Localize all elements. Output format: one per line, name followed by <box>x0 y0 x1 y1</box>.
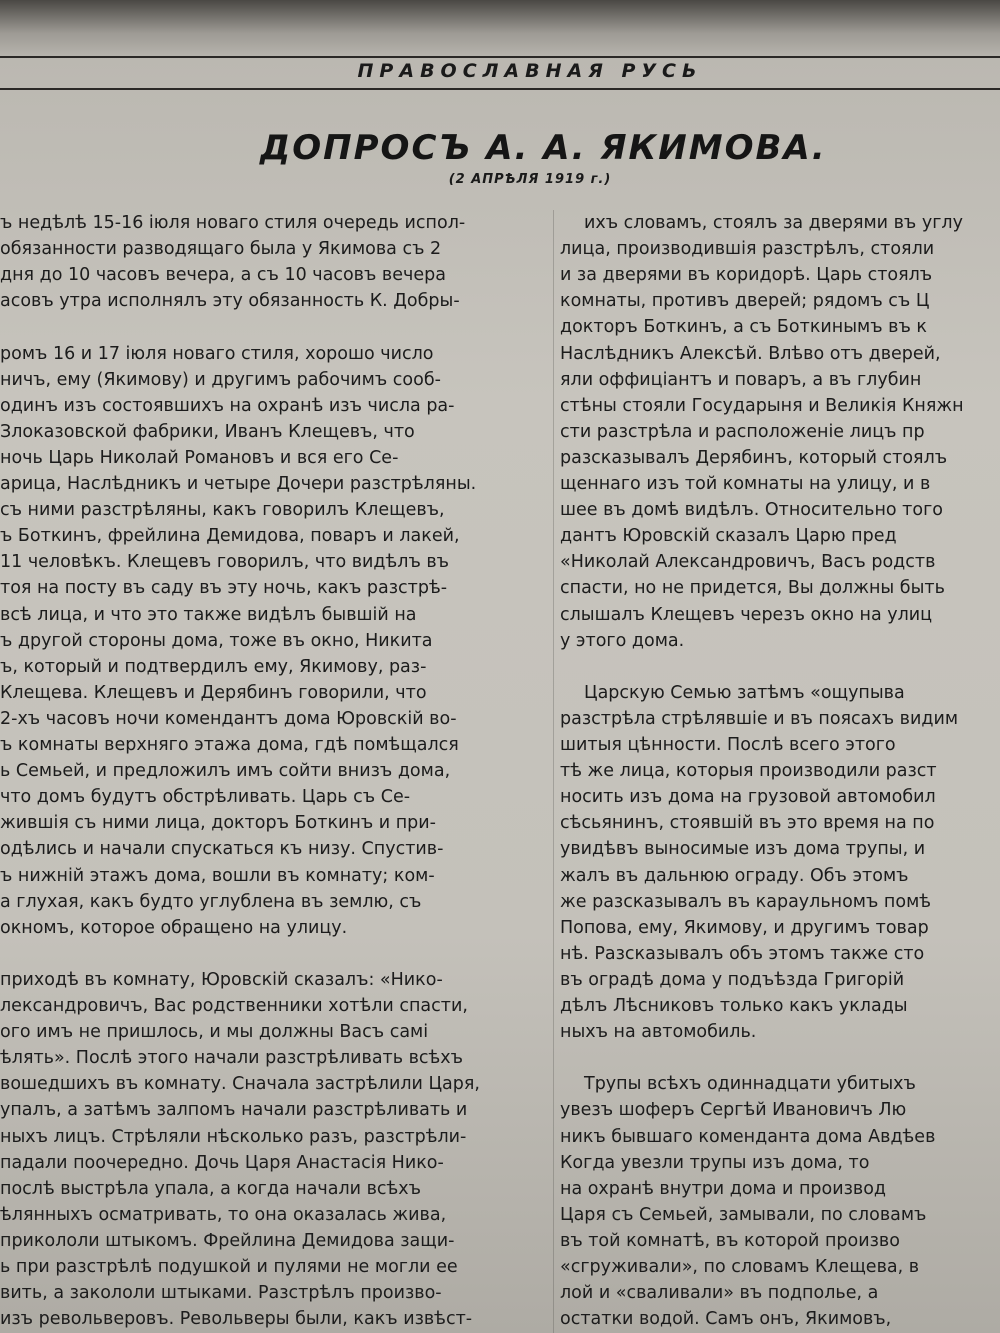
left-column-line: ѣлять». Послѣ этого начали разстрѣливать всѣхъ <box>0 1048 464 1069</box>
right-column-line: жалъ въ дальнюю ограду. Объ этомъ <box>560 865 909 886</box>
left-column-line: Злоказовской фабрики, Иванъ Клещевъ, что <box>0 421 415 442</box>
right-column-line: слышалъ Клещевъ черезъ окно на улиц <box>560 604 933 625</box>
left-column-line: а глухая, какъ будто углублена въ землю, съ <box>0 891 422 912</box>
right-column-line: щеннаго изъ той комнаты на улицу, и в <box>560 474 931 494</box>
right-column-line: увидѣвъ выносимые изъ дома трупы, и <box>560 839 926 860</box>
left-column-line: падали поочередно. Дочь Царя Анастасія Нико- <box>0 1152 444 1173</box>
left-column-line: вошедшихъ въ комнату. Сначала застрѣлили Царя, <box>0 1074 480 1095</box>
left-column-line: ночь Царь Николай Романовъ и вся его Се- <box>0 447 399 468</box>
right-column-line: дантъ Юровскій сказалъ Царю пред <box>560 526 897 547</box>
right-column-line: «сгруживали», по словамъ Клещева, в <box>560 1257 920 1277</box>
left-column-line: одѣлись и начали спускаться къ низу. Спустив- <box>0 839 444 860</box>
left-column-line: ь при разстрѣлѣ подушкой и пулями не могли ее <box>0 1257 458 1277</box>
right-column-line: на охранѣ внутри дома и производ <box>560 1178 887 1199</box>
left-column-line: асовъ утра исполнялъ эту обязанность К. Добры- <box>0 291 460 312</box>
right-column-line: докторъ Боткинъ, а съ Боткинымъ въ к <box>560 317 927 338</box>
right-column-line: разстрѣла стрѣлявшіе и въ поясахъ видим <box>560 708 959 729</box>
left-column-line: тоя на посту въ саду въ эту ночь, какъ разстрѣ- <box>0 578 448 599</box>
article-date: (2 АПРѢЛЯ 1919 г.) <box>448 172 612 187</box>
right-column-line: и за дверями въ коридорѣ. Царь стоялъ <box>560 265 933 286</box>
right-column-line: Царя съ Семьей, замывали, по словамъ <box>560 1204 927 1225</box>
left-column-line: изъ револьверовъ. Револьверы были, какъ извѣст- <box>0 1309 473 1330</box>
left-column-line: съ ними разстрѣляны, какъ говорилъ Клещевъ, <box>0 500 445 521</box>
left-column-line: что домъ будутъ обстрѣливать. Царь съ Се- <box>0 787 411 808</box>
right-column-line: лица, производившія разстрѣлъ, стояли <box>560 239 935 260</box>
page-top-shadow <box>0 0 1000 60</box>
right-column-line: спасти, но не придется, Вы должны быть <box>560 578 945 599</box>
left-column-line: арица, Наслѣдникъ и четыре Дочери разстрѣляны. <box>0 474 477 494</box>
left-column-line: ъ комнаты верхняго этажа дома, гдѣ помѣщался <box>0 735 459 755</box>
right-column-line: у этого дома. <box>560 630 685 651</box>
left-column-line: жившія съ ними лица, докторъ Боткинъ и при- <box>0 813 436 834</box>
right-column-line: носить изъ дома на грузовой автомобил <box>560 787 936 808</box>
right-column-line: увезъ шоферъ Сергѣй Ивановичъ Лю <box>560 1100 907 1121</box>
left-column-line: ь Семьей, и предложилъ имъ сойти внизъ дома, <box>0 761 451 782</box>
left-column-line: дня до 10 часовъ вечера, а съ 10 часовъ вечера <box>0 265 446 286</box>
left-column-line: ъ нижній этажъ дома, вошли въ комнату; ком- <box>0 865 435 886</box>
left-column-line: ъ другой стороны дома, тоже въ окно, Никита <box>0 630 433 651</box>
left-column-line: всѣ лица, и что это также видѣлъ бывшій на <box>0 604 417 625</box>
right-column-line: остатки водой. Самъ онъ, Якимовъ, <box>560 1309 892 1330</box>
left-column-line: прикололи штыкомъ. Фрейлина Демидова защи- <box>0 1230 455 1251</box>
left-column-line: ого имъ не пришлось, и мы должны Васъ самі <box>0 1022 429 1043</box>
left-column-line: приходѣ въ комнату, Юровскій сказалъ: «Нико- <box>0 969 443 990</box>
right-column-line: сти разстрѣла и расположеніе лицъ пр <box>560 421 925 442</box>
right-column-line: шее въ домѣ видѣлъ. Относительно того <box>560 500 943 521</box>
right-column-line: яли оффиціантъ и поваръ, а въ глубин <box>560 369 922 390</box>
left-column-line: вить, а закололи штыками. Разстрѣлъ произво- <box>0 1283 442 1304</box>
left-column-line: ъ Боткинъ, фрейлина Демидова, поваръ и лакей, <box>0 526 460 547</box>
left-column-line: ъ недѣлѣ 15-16 іюля новаго стиля очередь испол- <box>0 213 466 233</box>
left-column-line: 11 человѣкъ. Клещевъ говорилъ, что видѣлъ въ <box>0 552 450 573</box>
left-column-line: лександровичъ, Вас родственники хотѣли спасти, <box>0 996 468 1016</box>
header-rule-bottom <box>0 88 1000 90</box>
article-title: ДОПРОСЪ А. А. ЯКИМОВА. <box>260 128 827 168</box>
right-column-line: разсказывалъ Дерябинъ, который стоялъ <box>560 447 948 468</box>
right-column-line: тѣ же лица, которыя производили разст <box>560 761 937 782</box>
right-column-line: сѣсьянинъ, стоявшій въ это время на по <box>560 813 935 834</box>
right-column-line: въ той комнатѣ, въ которой произво <box>560 1230 900 1251</box>
right-column-line: «Николай Александровичъ, Васъ родств <box>560 552 936 573</box>
right-column-line: ихъ словамъ, стоялъ за дверями въ углу <box>584 213 963 233</box>
running-head: ПРАВОСЛАВНАЯ РУСЬ <box>357 60 703 82</box>
right-column-line: Когда увезли трупы изъ дома, то <box>560 1152 870 1173</box>
left-column-line: обязанности разводящаго была у Якимова съ 2 <box>0 239 442 260</box>
right-column-line: никъ бывшаго коменданта дома Авдѣев <box>560 1126 936 1147</box>
right-column-line: ныхъ на автомобиль. <box>560 1022 757 1043</box>
right-column-line: Попова, ему, Якимову, и другимъ товар <box>560 917 929 938</box>
right-column-line: нѣ. Разсказывалъ объ этомъ также сто <box>560 943 925 964</box>
right-column-line: шитыя цѣнности. Послѣ всего этого <box>560 735 896 755</box>
left-column-line: ничъ, ему (Якимову) и другимъ рабочимъ сооб- <box>0 369 441 390</box>
left-column-line: послѣ выстрѣла упала, а когда начали всѣхъ <box>0 1178 422 1199</box>
left-column-line: 2-хъ часовъ ночи комендантъ дома Юровскій во- <box>0 708 457 729</box>
header-rule-top <box>0 56 1000 58</box>
right-column-line: Трупы всѣхъ одиннадцати убитыхъ <box>584 1074 916 1095</box>
left-column-line: окномъ, которое обращено на улицу. <box>0 917 348 938</box>
right-column-line: Царскую Семью затѣмъ «ощупыва <box>584 682 905 703</box>
left-column-line: ромъ 16 и 17 іюля новаго стиля, хорошо число <box>0 343 434 364</box>
left-column-line: упалъ, а затѣмъ залпомъ начали разстрѣливать и <box>0 1100 468 1121</box>
right-column-line: въ оградѣ дома у подъѣзда Григорій <box>560 969 905 990</box>
right-column-line: комнаты, противъ дверей; рядомъ съ Ц <box>560 291 930 312</box>
right-column-line: Наслѣдникъ Алексѣй. Влѣво отъ дверей, <box>560 343 941 364</box>
right-column-line: лой и «сваливали» въ подполье, а <box>560 1283 879 1304</box>
left-column-line: Клещева. Клещевъ и Дерябинъ говорили, что <box>0 682 427 703</box>
right-column-line: дѣлъ Лѣсниковъ только какъ уклады <box>560 996 908 1016</box>
left-column-line: ныхъ лицъ. Стрѣляли нѣсколько разъ, разстрѣли- <box>0 1126 467 1147</box>
left-column-line: ѣлянныхъ осматривать, то она оказалась жива, <box>0 1204 447 1225</box>
right-column-line: стѣны стояли Государыня и Великія Княжн <box>560 395 964 416</box>
column-divider <box>553 210 554 1333</box>
left-column-line: одинъ изъ состоявшихъ на охранѣ изъ числа ра- <box>0 395 455 416</box>
left-column-line: ъ, который и подтвердилъ ему, Якимову, раз- <box>0 656 427 677</box>
right-column-line: же разсказывалъ въ караульномъ помѣ <box>560 891 932 912</box>
